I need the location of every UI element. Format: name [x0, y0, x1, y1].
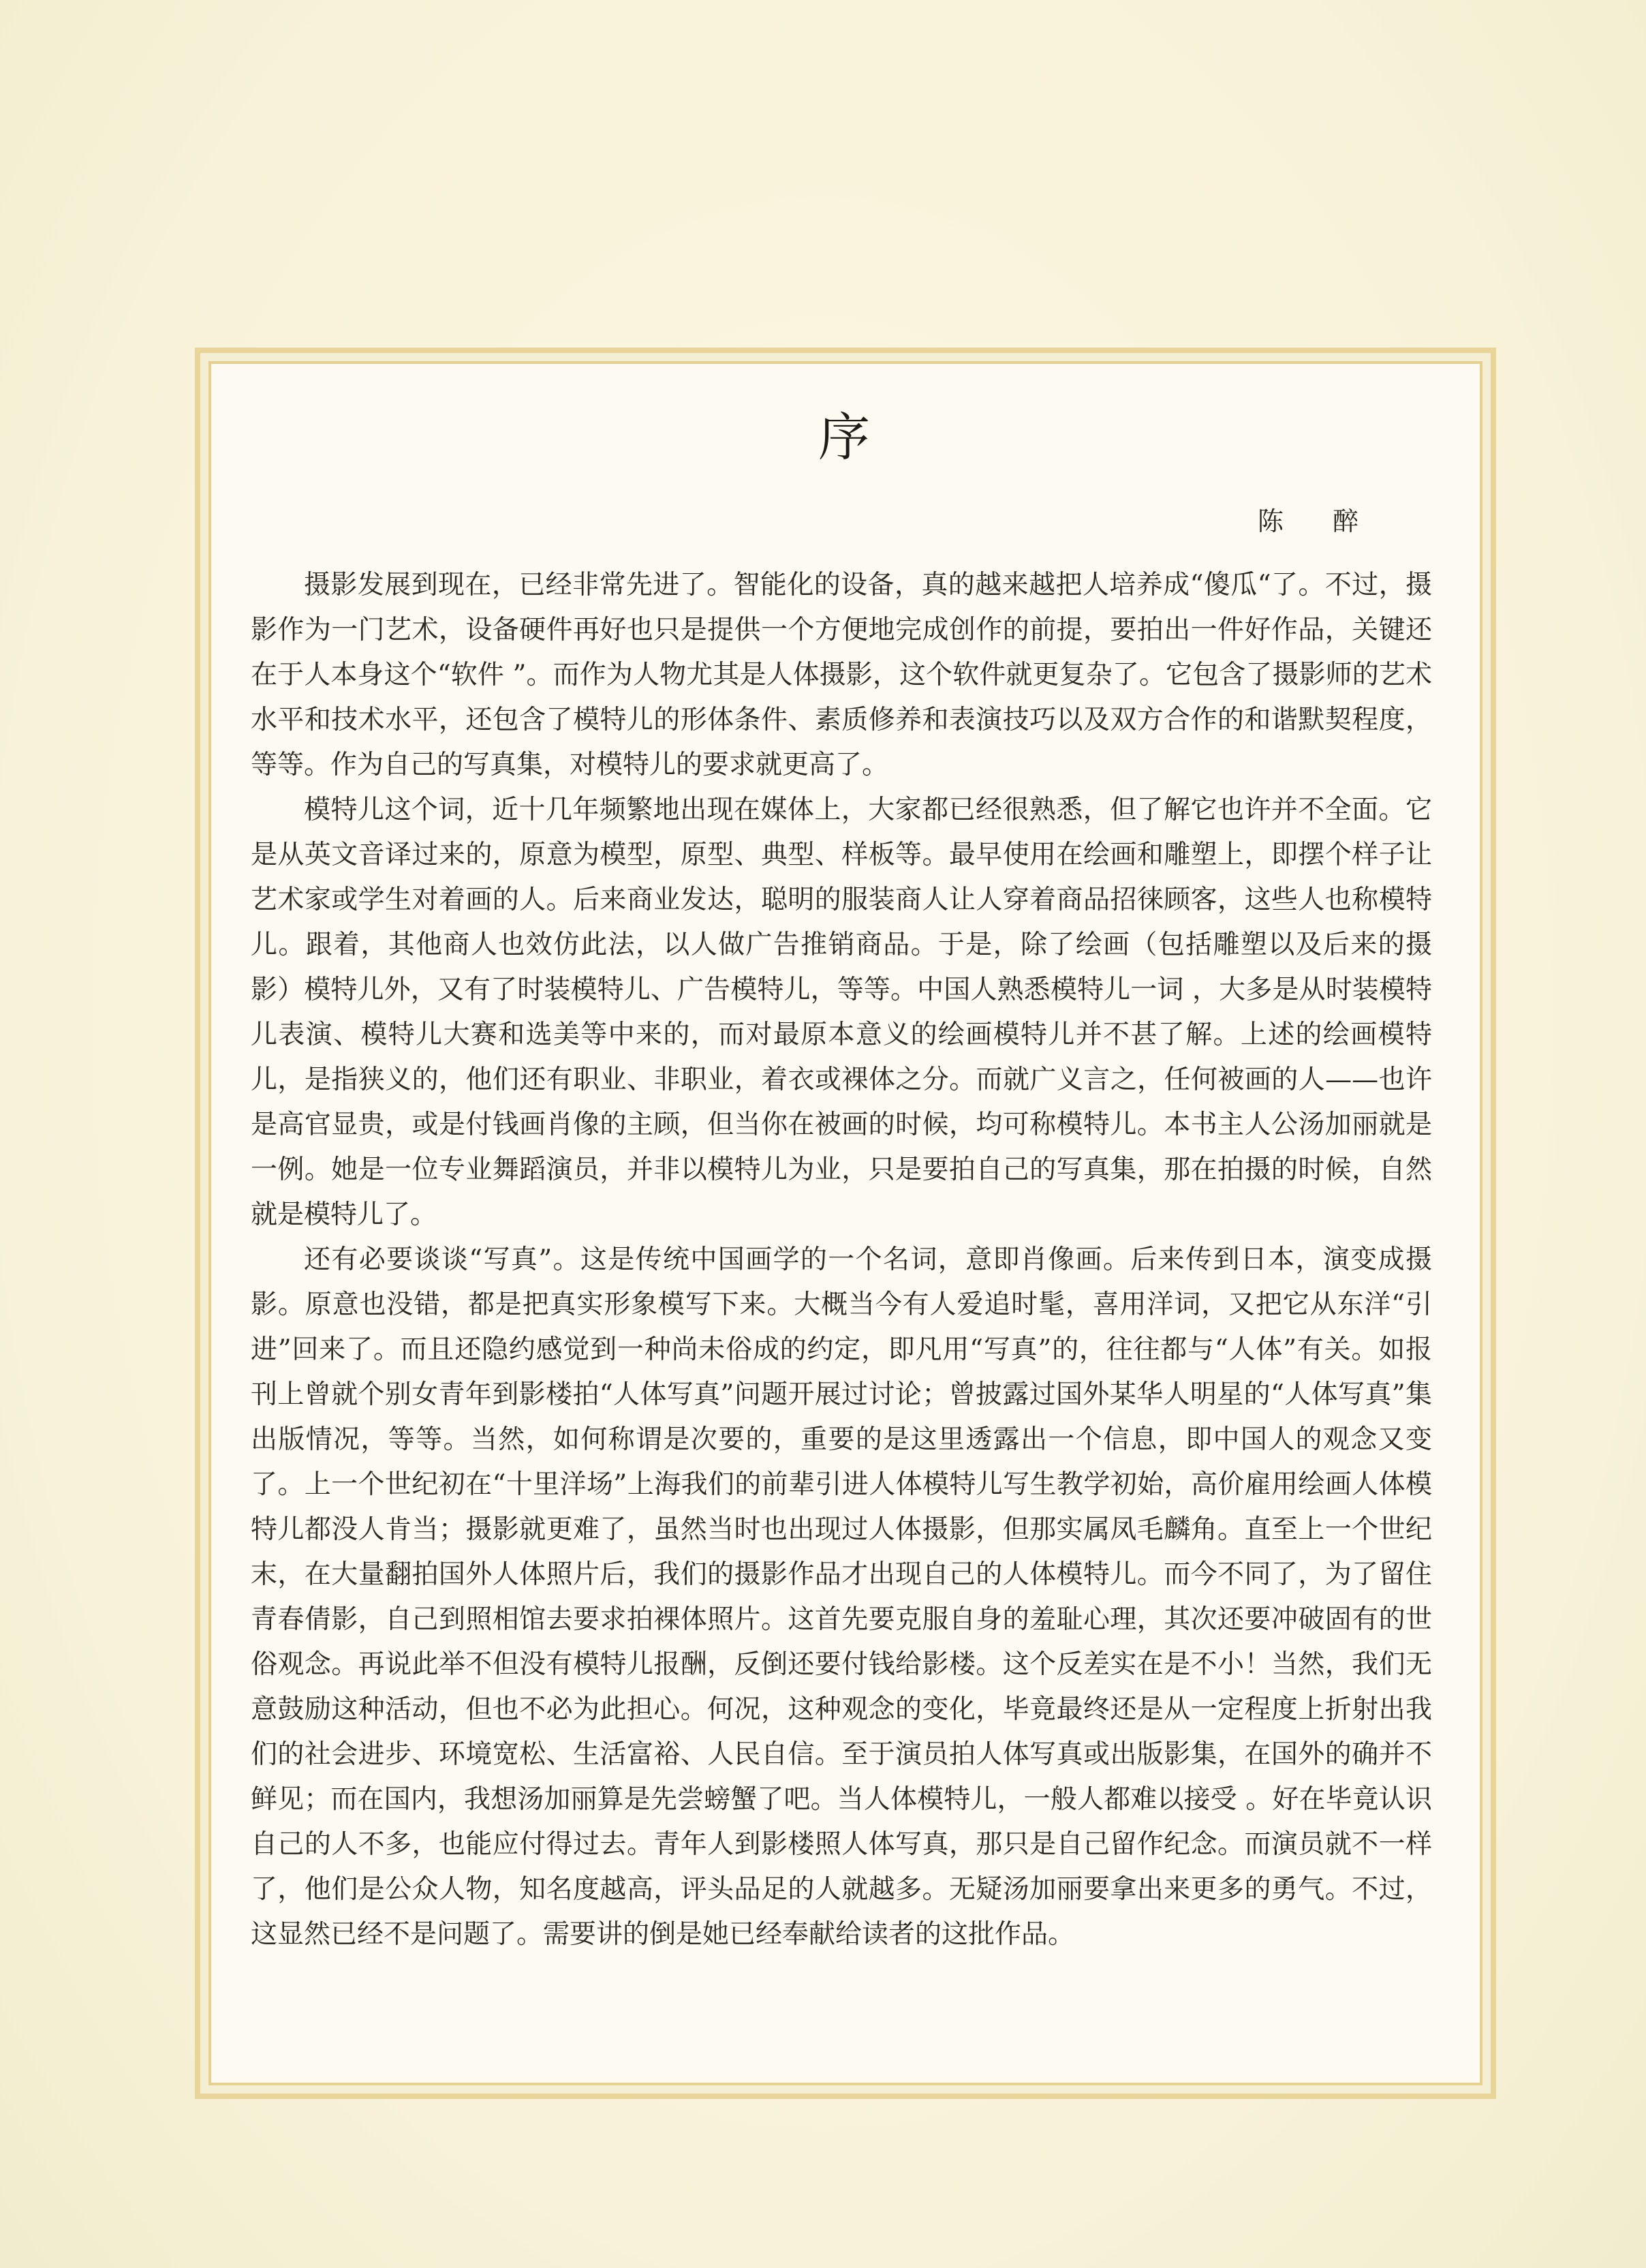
- preface-body: [251, 563, 1432, 1957]
- paragraph-3: 还有必要谈谈“写真”。这是传统中国画学的一个名词，意即肖像画。后来传到日本，演变成摄影。原意也没错，都是把真实形象模写下来。大概当今有人爱追时髦，喜用洋词，又把它从东洋“引进”回来了。而且还隐约感觉到一种尚未俗成的约定，即凡用“写真”的，往往都与“人体”有关。如报刊上曾就个别女青年到影楼拍“人体写真”问题开展过讨论；曾披露过国外某华人明星的“人体写真”集出版情况，等等。当然，如何称谓是次要的，重要的是这里透露出一个信息，即中国人的观念又变了。上一个世纪初在“十里洋场”上海我们的前辈引进人体模特儿写生教学初始，高价雇用绘画人体模特儿都没人肯当；摄影就更难了，虽然当时也出现过人体摄影，但那实属凤毛麟角。直至上一个世纪末，在大量翻拍国外人体照片后，我们的摄影作品才出现自己的人体模特儿。而今不同了，为了留住青春倩影，自己到照相馆去要求拍裸体照片。这首先要克服自身的羞耻心理，其次还要冲破固有的世俗观念。再说此举不但没有模特儿报酬，反倒还要付钱给影楼。这个反差实在是不小！当然，我们无意鼓励这种活动，但也不必为此担心。何况，这种观念的变化，毕竟最终还是从一定程度上折射出我们的社会进步、环境宽松、生活富裕、人民自信。至于演员拍人体写真或出版影集，在国外的确并不鲜见；而在国内，我想汤加丽算是先尝螃蟹了吧。当人体模特儿，一般人都难以接受 。好在毕竟认识自己的人不多，也能应付得过去。青年人到影楼照人体写真，那只是自己留作纪念。而演员就不一样了，他们是公众人物，知名度越高，评头品足的人就越多。无疑汤加丽要拿出来更多的勇气。不过，这显然已经不是问题了。需要讲的倒是她已经奉献给读者的这批作品。: [251, 1244, 1432, 1950]
- paragraph-1: 摄影发展到现在，已经非常先进了。智能化的设备，真的越来越把人培养成“傻瓜“了。不过，摄影作为一门艺术，设备硬件再好也只是提供一个方便地完成创作的前提，要拍出一件好作品，关键还在于人本身这个“软件 ”。而作为人物尤其是人体摄影，这个软件就更复杂了。它包含了摄影师的艺术水平和技术水平，还包含了模特儿的形体条件、素质修养和表演技巧以及双方合作的和谐默契程度，等等。作为自己的写真集，对模特儿的要求就更高了。: [251, 570, 1432, 780]
- decorative-frame: [195, 348, 1496, 2099]
- author-name: 陈 醉: [1257, 506, 1379, 536]
- preface-panel: [208, 361, 1482, 2085]
- page-title: 序: [818, 407, 873, 468]
- paragraph-2: 模特儿这个词，近十几年频繁地出现在媒体上，大家都已经很熟悉，但了解它也许并不全面。它是从英文音译过来的，原意为模型，原型、典型、样板等。最早使用在绘画和雕塑上，即摆个样子让艺术家或学生对着画的人。后来商业发达，聪明的服装商人让人穿着商品招徕顾客，这些人也称模特儿。跟着，其他商人也效仿此法，以人做广告推销商品。于是，除了绘画（包括雕塑以及后来的摄影）模特儿外，又有了时装模特儿、广告模特儿，等等。中国人熟悉模特儿一词 ，大多是从时装模特儿表演、模特儿大赛和选美等中来的，而对最原本意义的绘画模特儿并不甚了解。上述的绘画模特儿，是指狭义的，他们还有职业、非职业，着衣或裸体之分。而就广义言之，任何被画的人——也许是高官显贵，或是付钱画肖像的主顾，但当你在被画的时候，均可称模特儿。本书主人公汤加丽就是一例。她是一位专业舞蹈演员，并非以模特儿为业，只是要拍自己的写真集，那在拍摄的时候，自然就是模特儿了。: [251, 795, 1432, 1230]
